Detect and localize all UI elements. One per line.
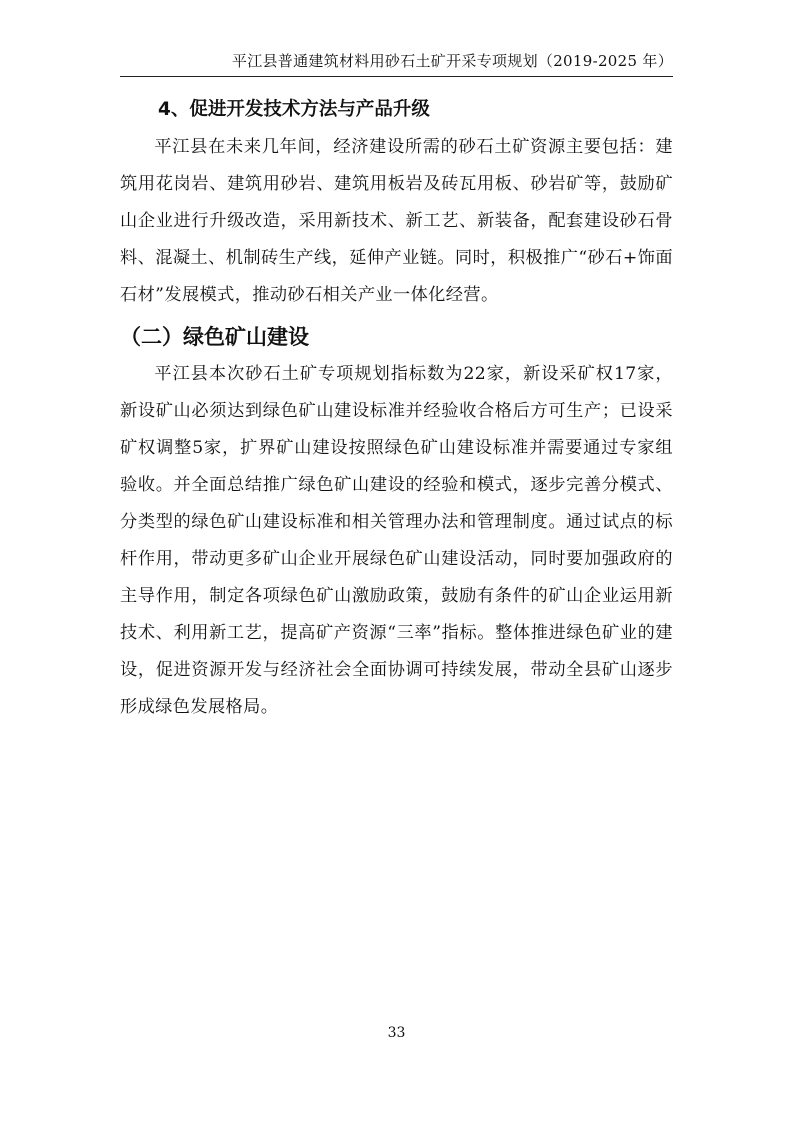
running-header	[120, 48, 673, 77]
document-body	[120, 95, 673, 726]
section-paragraph: 平江县本次砂石土矿专项规划指标数为22家，新设采矿权17家，新设矿山必须达到绿色矿山建设标准并经验收合格后方可生产；已设采矿权调整5家，扩界矿山建设按照绿色矿山建设标准并需要通过专家组验收。并全面总结推广绿色矿山建设的经验和模式，逐步完善分模式、分类型的绿色矿山建设标准和相关管理办法和管理制度。通过试点的标杆作用，带动更多矿山企业开展绿色矿山建设活动，同时要加强政府的主导作用，制定各项绿色矿山激励政策，鼓励有条件的矿山企业运用新技术、利用新工艺，提高矿产资源“三率”指标。整体推进绿色矿业的建设，促进资源开发与经济社会全面协调可持续发展，带动全县矿山逐步形成绿色发展格局。	[120, 364, 673, 717]
section-heading: （二）绿色矿山建设	[120, 325, 309, 349]
page-number: 33	[387, 1025, 406, 1041]
running-header-title: 平江县普通建筑材料用砂石土矿开采专项规划（2019-2025 年）	[231, 52, 673, 70]
subsection-heading: 4、促进开发技术方法与产品升级	[158, 99, 430, 120]
subsection-paragraph: 平江县在未来几年间，经济建设所需的砂石土矿资源主要包括：建筑用花岗岩、建筑用砂岩、建筑用板岩及砖瓦用板、砂岩矿等，鼓励矿山企业进行升级改造，采用新技术、新工艺、新装备，配套建设砂石骨料、混凝土、机制砖生产线，延伸产业链。同时，积极推广“砂石+饰面石材”发展模式，推动砂石相关产业一体化经营。	[120, 137, 673, 305]
